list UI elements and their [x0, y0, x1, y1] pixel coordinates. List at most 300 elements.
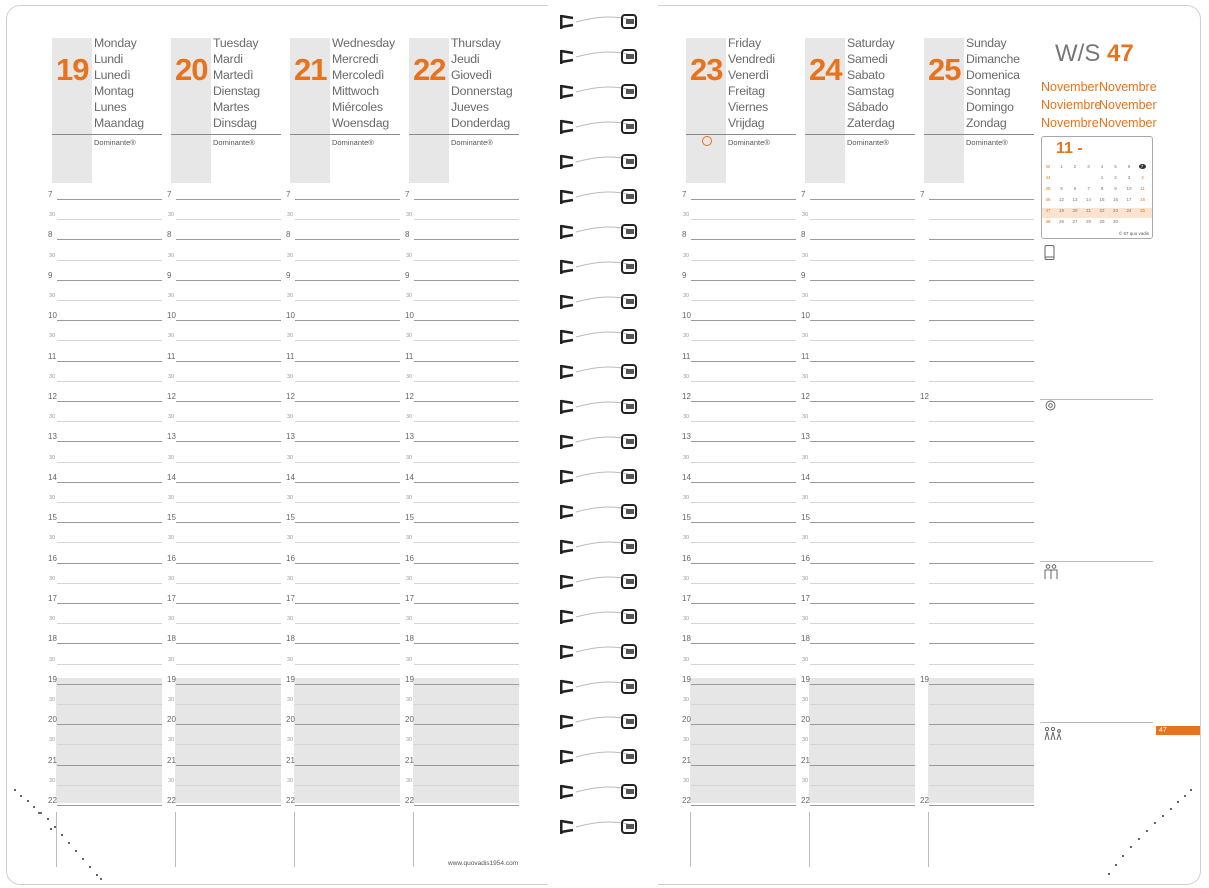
half-hour-line[interactable] [176, 381, 281, 382]
mini-calendar-cell[interactable]: 7 [1087, 186, 1090, 191]
hour-line[interactable] [691, 482, 796, 483]
half-hour-line[interactable] [929, 664, 1034, 665]
mini-calendar[interactable] [1041, 136, 1153, 239]
mini-calendar-cell[interactable]: 26 [1058, 219, 1064, 224]
half-hour-line[interactable] [57, 260, 162, 261]
mini-calendar-cell[interactable]: 9 [1114, 186, 1117, 191]
mini-calendar-cell[interactable]: 18 [1139, 197, 1145, 202]
half-hour-line[interactable] [176, 664, 281, 665]
dominante-label: Dominante® [728, 138, 770, 147]
hour-line[interactable] [295, 199, 400, 200]
half-hour-line[interactable] [414, 623, 519, 624]
half-hour-line[interactable] [295, 462, 400, 463]
hour-line[interactable] [929, 724, 1034, 725]
half-hour-line[interactable] [810, 664, 915, 665]
hour-label: 20 [48, 715, 57, 725]
half-hour-line[interactable] [691, 785, 796, 786]
mini-calendar-cell[interactable]: 6 [1127, 164, 1131, 169]
half-hour-line[interactable] [295, 583, 400, 584]
hour-line[interactable] [810, 522, 915, 523]
hour-line[interactable] [176, 643, 281, 644]
hour-line[interactable] [691, 239, 796, 240]
hour-label: 7 [682, 190, 687, 199]
hour-line[interactable] [691, 643, 796, 644]
mini-calendar-cell[interactable]: 4 [1141, 175, 1144, 180]
mini-calendar-cell[interactable]: 19 [1058, 208, 1064, 213]
hour-line[interactable] [929, 643, 1034, 644]
half-hour-line[interactable] [295, 664, 400, 665]
half-hour-line[interactable] [295, 542, 400, 543]
half-hour-line[interactable] [414, 785, 519, 786]
hour-line[interactable] [929, 239, 1034, 240]
hour-line[interactable] [57, 320, 162, 321]
day-name: Lundi [94, 52, 124, 66]
hour-line[interactable] [57, 522, 162, 523]
half-hour-label: 30 [287, 252, 294, 259]
hour-line[interactable] [691, 361, 796, 362]
hour-line[interactable] [295, 320, 400, 321]
half-hour-line[interactable] [691, 704, 796, 705]
hour-line[interactable] [414, 199, 519, 200]
hour-line[interactable] [691, 563, 796, 564]
hour-line[interactable] [295, 724, 400, 725]
half-hour-line[interactable] [57, 300, 162, 301]
hour-line[interactable] [929, 280, 1034, 281]
hour-line[interactable] [176, 199, 281, 200]
half-hour-line[interactable] [176, 260, 281, 261]
mini-calendar-cell[interactable]: W [1045, 164, 1051, 169]
hour-line[interactable] [295, 441, 400, 442]
mini-calendar-cell[interactable]: 24 [1126, 208, 1132, 213]
hour-line[interactable] [929, 522, 1034, 523]
hour-line[interactable] [929, 482, 1034, 483]
hour-line[interactable] [414, 765, 519, 766]
half-hour-line[interactable] [414, 260, 519, 261]
half-hour-line[interactable] [810, 542, 915, 543]
mini-calendar-cell[interactable]: 16 [1112, 197, 1118, 202]
half-hour-line[interactable] [810, 340, 915, 341]
half-hour-line[interactable] [57, 704, 162, 705]
hour-line[interactable] [176, 280, 281, 281]
hour-line[interactable] [176, 805, 281, 806]
half-hour-line[interactable] [929, 583, 1034, 584]
mini-calendar-cell[interactable]: 3 [1127, 175, 1131, 180]
hour-line[interactable] [176, 361, 281, 362]
half-hour-line[interactable] [176, 704, 281, 705]
mini-calendar-cell[interactable]: 11 [1140, 186, 1145, 191]
half-hour-line[interactable] [176, 623, 281, 624]
hour-line[interactable] [176, 401, 281, 402]
hour-label: 22 [48, 796, 57, 805]
hour-line[interactable] [414, 522, 519, 523]
half-hour-line[interactable] [414, 744, 519, 745]
half-hour-label: 30 [168, 777, 175, 784]
mini-calendar-cell[interactable]: 21 [1085, 208, 1091, 213]
mini-calendar-cell[interactable]: 1 [1060, 164, 1063, 169]
half-hour-line[interactable] [57, 664, 162, 665]
half-hour-line[interactable] [414, 502, 519, 503]
half-hour-line[interactable] [57, 583, 162, 584]
half-hour-line[interactable] [691, 583, 796, 584]
hour-line[interactable] [414, 563, 519, 564]
half-hour-line[interactable] [414, 542, 519, 543]
mini-calendar-cell[interactable]: 17 [1126, 197, 1132, 202]
half-hour-line[interactable] [176, 785, 281, 786]
hour-line[interactable] [691, 805, 796, 806]
hour-line[interactable] [691, 441, 796, 442]
hour-line[interactable] [691, 684, 796, 685]
half-hour-line[interactable] [176, 744, 281, 745]
hour-line[interactable] [810, 643, 915, 644]
hour-line[interactable] [295, 280, 400, 281]
half-hour-line[interactable] [691, 300, 796, 301]
hour-line[interactable] [810, 401, 915, 402]
half-hour-label: 30 [683, 575, 690, 582]
hour-line[interactable] [176, 765, 281, 766]
mini-calendar-cell[interactable]: 20 [1072, 208, 1078, 213]
half-hour-line[interactable] [691, 664, 796, 665]
half-hour-line[interactable] [810, 623, 915, 624]
day-header [409, 38, 519, 183]
half-hour-line[interactable] [295, 219, 400, 220]
hour-line[interactable] [691, 522, 796, 523]
spiral-ring [558, 292, 648, 312]
half-hour-line[interactable] [57, 381, 162, 382]
half-hour-line[interactable] [295, 421, 400, 422]
half-hour-line[interactable] [295, 704, 400, 705]
half-hour-line[interactable] [810, 502, 915, 503]
hour-label: 14 [682, 472, 691, 482]
hour-line[interactable] [57, 684, 162, 685]
half-hour-line[interactable] [57, 542, 162, 543]
website-url[interactable]: www.quovadis1954.com [448, 860, 519, 867]
half-hour-line[interactable] [929, 502, 1034, 503]
day-number: 20 [175, 52, 208, 87]
hour-line[interactable] [57, 643, 162, 644]
hour-line[interactable] [810, 765, 915, 766]
half-hour-line[interactable] [810, 462, 915, 463]
half-hour-line[interactable] [414, 300, 519, 301]
hour-label: 14 [167, 472, 176, 482]
hour-line[interactable] [176, 563, 281, 564]
hour-line[interactable] [691, 199, 796, 200]
hour-line[interactable] [57, 199, 162, 200]
hour-line[interactable] [414, 401, 519, 402]
mini-calendar-cell[interactable]: 23 [1112, 208, 1118, 213]
hour-line[interactable] [414, 724, 519, 725]
notes-divider [1040, 722, 1153, 723]
hour-line[interactable] [176, 684, 281, 685]
half-hour-line[interactable] [929, 219, 1034, 220]
hour-line[interactable] [414, 280, 519, 281]
mini-calendar-cell[interactable]: 1 [1100, 175, 1104, 180]
half-hour-line[interactable] [176, 462, 281, 463]
hour-label: 18 [801, 634, 810, 644]
hour-line[interactable] [929, 684, 1034, 685]
hour-line[interactable] [57, 482, 162, 483]
hour-line[interactable] [176, 603, 281, 604]
half-hour-label: 30 [683, 373, 690, 380]
half-hour-line[interactable] [810, 381, 915, 382]
mini-calendar-cell[interactable]: 3 [1087, 164, 1090, 169]
half-hour-line[interactable] [929, 785, 1034, 786]
half-hour-line[interactable] [810, 744, 915, 745]
half-hour-line[interactable] [810, 260, 915, 261]
hour-line[interactable] [295, 482, 400, 483]
hour-line[interactable] [810, 280, 915, 281]
hour-line[interactable] [295, 563, 400, 564]
mini-calendar-cell[interactable]: 44 [1045, 175, 1051, 180]
mini-calendar-cell[interactable]: 14 [1085, 197, 1091, 202]
half-hour-line[interactable] [691, 340, 796, 341]
half-hour-line[interactable] [810, 421, 915, 422]
hour-line[interactable] [176, 239, 281, 240]
half-hour-line[interactable] [295, 502, 400, 503]
half-hour-line[interactable] [414, 381, 519, 382]
hour-line[interactable] [810, 805, 915, 806]
hour-line[interactable] [414, 482, 519, 483]
hour-line[interactable] [176, 320, 281, 321]
hour-line[interactable] [295, 765, 400, 766]
hour-label: 22 [286, 796, 295, 805]
half-hour-line[interactable] [57, 462, 162, 463]
half-hour-line[interactable] [176, 583, 281, 584]
half-hour-line[interactable] [929, 704, 1034, 705]
half-hour-line[interactable] [176, 219, 281, 220]
half-hour-line[interactable] [810, 219, 915, 220]
mini-calendar-cell[interactable]: 25 [1139, 208, 1145, 213]
hour-line[interactable] [57, 239, 162, 240]
half-hour-line[interactable] [691, 542, 796, 543]
hour-line[interactable] [295, 361, 400, 362]
hour-line[interactable] [176, 482, 281, 483]
spiral-ring [558, 677, 648, 697]
hour-line[interactable] [810, 603, 915, 604]
mini-calendar-cell[interactable]: 47 [1045, 208, 1051, 213]
half-hour-line[interactable] [929, 462, 1034, 463]
hour-line[interactable] [176, 724, 281, 725]
half-hour-line[interactable] [295, 260, 400, 261]
hour-line[interactable] [929, 563, 1034, 564]
half-hour-line[interactable] [691, 502, 796, 503]
hour-line[interactable] [810, 563, 915, 564]
mini-calendar-cell[interactable]: 5 [1060, 186, 1063, 191]
mini-calendar-cell[interactable]: 28 [1085, 219, 1091, 224]
mini-calendar-cell[interactable]: 22 [1099, 208, 1105, 213]
hour-line[interactable] [810, 320, 915, 321]
hour-line[interactable] [295, 684, 400, 685]
half-hour-line[interactable] [929, 381, 1034, 382]
half-hour-line[interactable] [414, 340, 519, 341]
corner-dot [1170, 808, 1172, 810]
mini-calendar-cell[interactable]: 2 [1114, 175, 1117, 180]
hour-line[interactable] [57, 603, 162, 604]
half-hour-line[interactable] [929, 421, 1034, 422]
hour-line[interactable] [414, 441, 519, 442]
half-hour-label: 30 [287, 414, 294, 421]
half-hour-line[interactable] [414, 219, 519, 220]
half-hour-line[interactable] [414, 421, 519, 422]
hour-line[interactable] [295, 401, 400, 402]
hour-line[interactable] [691, 765, 796, 766]
half-hour-line[interactable] [929, 340, 1034, 341]
hour-line[interactable] [929, 320, 1034, 321]
half-hour-line[interactable] [295, 785, 400, 786]
mini-calendar-cell[interactable]: 2 [1073, 164, 1077, 169]
hour-line[interactable] [691, 280, 796, 281]
hour-line[interactable] [295, 805, 400, 806]
hour-line[interactable] [810, 482, 915, 483]
hour-line[interactable] [57, 805, 162, 806]
half-hour-label: 30 [287, 777, 294, 784]
hour-label: 7 [405, 190, 410, 199]
hour-line[interactable] [57, 765, 162, 766]
half-hour-line[interactable] [57, 623, 162, 624]
half-hour-line[interactable] [414, 583, 519, 584]
mini-calendar-cell[interactable]: 27 [1072, 219, 1078, 224]
half-hour-line[interactable] [691, 219, 796, 220]
half-hour-line[interactable] [295, 300, 400, 301]
hour-label: 18 [286, 634, 295, 644]
hour-line[interactable] [810, 441, 915, 442]
hour-line[interactable] [810, 724, 915, 725]
half-hour-line[interactable] [691, 381, 796, 382]
half-hour-line[interactable] [810, 300, 915, 301]
half-hour-line[interactable] [57, 340, 162, 341]
half-hour-line[interactable] [810, 704, 915, 705]
half-hour-line[interactable] [57, 502, 162, 503]
month-name: November [1099, 116, 1157, 130]
hour-label: 16 [167, 553, 176, 563]
hour-line[interactable] [929, 441, 1034, 442]
hour-line[interactable] [57, 361, 162, 362]
mini-calendar-cell[interactable]: 30 [1112, 219, 1118, 224]
half-hour-line[interactable] [57, 421, 162, 422]
half-hour-line[interactable] [929, 542, 1034, 543]
hour-line[interactable] [929, 401, 1034, 402]
mini-calendar-row [1042, 208, 1152, 218]
mini-calendar-cell[interactable]: 8 [1100, 186, 1104, 191]
hour-line[interactable] [691, 401, 796, 402]
day-name: Domenica [966, 68, 1020, 82]
half-hour-line[interactable] [691, 744, 796, 745]
hour-line[interactable] [810, 684, 915, 685]
half-hour-line[interactable] [176, 421, 281, 422]
half-hour-line[interactable] [295, 340, 400, 341]
half-hour-line[interactable] [295, 744, 400, 745]
hour-label: 22 [920, 796, 929, 805]
hour-line[interactable] [414, 361, 519, 362]
half-hour-line[interactable] [691, 623, 796, 624]
half-hour-line[interactable] [691, 260, 796, 261]
half-hour-line[interactable] [929, 260, 1034, 261]
hour-line[interactable] [414, 603, 519, 604]
hour-line[interactable] [295, 603, 400, 604]
hour-line[interactable] [929, 361, 1034, 362]
mini-calendar-cell[interactable]: 45 [1045, 186, 1051, 191]
mini-calendar-cell[interactable]: 15 [1099, 197, 1105, 202]
day-header [52, 38, 162, 183]
mini-calendar-cell[interactable]: 7 [1139, 164, 1146, 169]
hour-line[interactable] [691, 320, 796, 321]
hour-line[interactable] [176, 441, 281, 442]
hour-line[interactable] [929, 805, 1034, 806]
mini-calendar-cell[interactable]: 48 [1045, 219, 1051, 224]
hour-line[interactable] [929, 765, 1034, 766]
hour-label: 18 [167, 634, 176, 644]
mini-calendar-cell[interactable]: 13 [1072, 197, 1078, 202]
hour-line[interactable] [929, 603, 1034, 604]
mini-calendar-cell[interactable]: 5 [1114, 164, 1117, 169]
half-hour-line[interactable] [176, 542, 281, 543]
hour-line[interactable] [57, 401, 162, 402]
half-hour-line[interactable] [929, 623, 1034, 624]
half-hour-line[interactable] [57, 744, 162, 745]
half-hour-line[interactable] [295, 381, 400, 382]
hour-line[interactable] [57, 724, 162, 725]
half-hour-line[interactable] [57, 219, 162, 220]
hour-line[interactable] [691, 603, 796, 604]
mini-calendar-cell[interactable]: 4 [1100, 164, 1104, 169]
half-hour-line[interactable] [414, 664, 519, 665]
mini-calendar-cell[interactable]: 29 [1099, 219, 1105, 224]
hour-line[interactable] [295, 239, 400, 240]
half-hour-line[interactable] [176, 340, 281, 341]
hour-label: 20 [167, 715, 176, 725]
hour-line[interactable] [414, 239, 519, 240]
hour-line[interactable] [810, 239, 915, 240]
hour-line[interactable] [810, 361, 915, 362]
hour-line[interactable] [414, 320, 519, 321]
hour-line[interactable] [295, 522, 400, 523]
hour-line[interactable] [414, 684, 519, 685]
half-hour-line[interactable] [691, 462, 796, 463]
notes-divider [1040, 561, 1153, 562]
hour-line[interactable] [810, 199, 915, 200]
hour-label: 8 [405, 230, 410, 240]
hour-line[interactable] [57, 441, 162, 442]
half-hour-line[interactable] [929, 300, 1034, 301]
corner-dot [1177, 801, 1179, 803]
half-hour-label: 30 [802, 252, 809, 259]
mini-calendar-cell[interactable]: 46 [1045, 197, 1051, 202]
hour-line[interactable] [414, 805, 519, 806]
half-hour-line[interactable] [57, 785, 162, 786]
corner-dot [1190, 789, 1192, 791]
half-hour-line[interactable] [691, 421, 796, 422]
half-hour-line[interactable] [176, 300, 281, 301]
half-hour-line[interactable] [414, 462, 519, 463]
mini-calendar-cell[interactable]: 6 [1073, 186, 1077, 191]
half-hour-line[interactable] [414, 704, 519, 705]
hour-line[interactable] [176, 522, 281, 523]
hour-line[interactable] [414, 643, 519, 644]
hour-line[interactable] [929, 199, 1034, 200]
hour-line[interactable] [57, 280, 162, 281]
half-hour-line[interactable] [929, 744, 1034, 745]
hour-line[interactable] [295, 643, 400, 644]
mini-calendar-cell[interactable]: 10 [1126, 186, 1132, 191]
mini-calendar-cell[interactable]: 12 [1058, 197, 1064, 202]
half-hour-label: 30 [683, 252, 690, 259]
half-hour-line[interactable] [176, 502, 281, 503]
half-hour-line[interactable] [810, 583, 915, 584]
half-hour-line[interactable] [810, 785, 915, 786]
day-name: Monday [94, 36, 137, 50]
hour-line[interactable] [57, 563, 162, 564]
hour-line[interactable] [691, 724, 796, 725]
half-hour-line[interactable] [295, 623, 400, 624]
